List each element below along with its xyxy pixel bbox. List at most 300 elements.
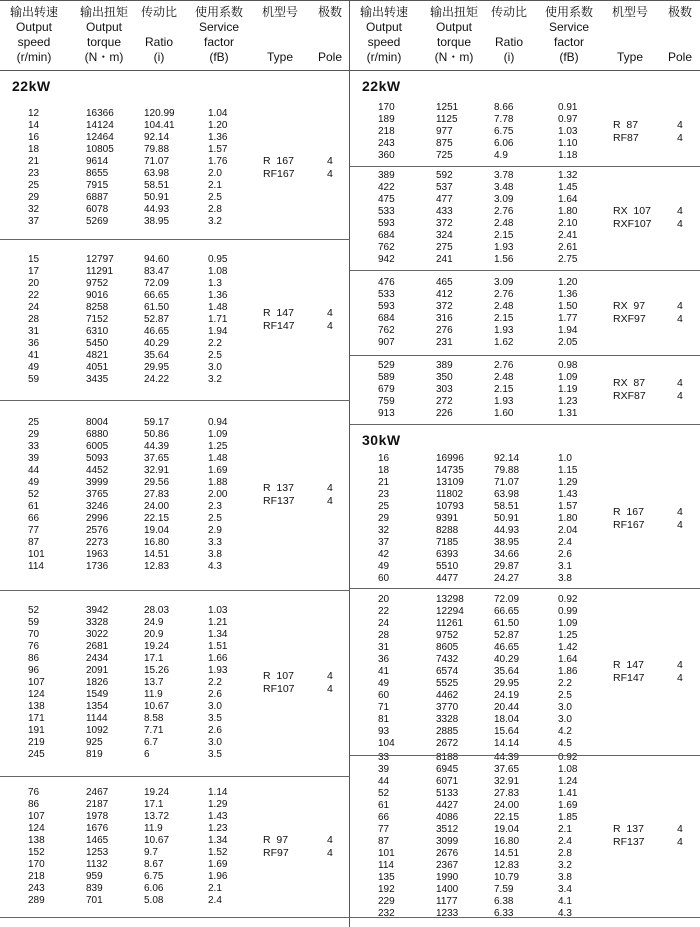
pole-count: 4 bbox=[677, 836, 683, 848]
model-type: RF137 bbox=[263, 495, 295, 507]
ratio-cell: 104.41 bbox=[144, 120, 175, 131]
output-torque-cell: 5510 bbox=[436, 561, 459, 572]
service-factor-cell: 1.08 bbox=[558, 764, 578, 775]
table-row bbox=[350, 630, 700, 642]
output-speed-cell: 192 bbox=[378, 884, 395, 895]
service-factor-cell: 2.3 bbox=[208, 501, 222, 512]
table-row bbox=[0, 266, 350, 278]
table-row bbox=[350, 513, 700, 525]
service-factor-cell: 1.64 bbox=[558, 194, 578, 205]
output-speed-cell: 138 bbox=[28, 835, 45, 846]
model-group bbox=[0, 239, 350, 400]
table-row bbox=[0, 895, 350, 907]
ratio-cell: 10.67 bbox=[144, 835, 170, 846]
output-torque-cell: 389 bbox=[436, 360, 453, 371]
output-torque-cell: 226 bbox=[436, 408, 453, 419]
output-torque-cell: 1144 bbox=[86, 713, 108, 724]
service-factor-cell: 1.77 bbox=[558, 313, 578, 324]
ratio-cell: 3.09 bbox=[494, 194, 514, 205]
ratio-cell: 27.83 bbox=[144, 489, 170, 500]
table-row bbox=[0, 477, 350, 489]
output-torque-cell: 701 bbox=[86, 895, 103, 906]
model-type: RX 107 bbox=[613, 205, 651, 217]
service-factor-cell: 1.86 bbox=[558, 666, 578, 677]
table-row bbox=[350, 666, 700, 678]
service-factor-cell: 1.3 bbox=[208, 278, 222, 289]
service-factor-cell: 2.2 bbox=[208, 338, 222, 349]
row-separator bbox=[0, 239, 350, 240]
output-speed-cell: 679 bbox=[378, 384, 395, 395]
ratio-cell: 7.71 bbox=[144, 725, 164, 736]
output-torque-cell: 9391 bbox=[436, 513, 459, 524]
output-speed-cell: 21 bbox=[378, 477, 390, 488]
table-row bbox=[350, 242, 700, 254]
output-speed-cell: 33 bbox=[378, 752, 390, 763]
service-factor-cell: 1.03 bbox=[558, 126, 578, 137]
ratio-cell: 120.99 bbox=[144, 108, 175, 119]
output-speed-cell: 684 bbox=[378, 230, 395, 241]
output-torque-cell: 3435 bbox=[86, 374, 109, 385]
pole-count: 4 bbox=[327, 320, 333, 332]
table-row bbox=[350, 654, 700, 666]
ratio-cell: 20.9 bbox=[144, 629, 164, 640]
model-group bbox=[350, 97, 700, 166]
header-output-speed-line-3: (r/min) bbox=[366, 50, 402, 64]
output-speed-cell: 39 bbox=[28, 453, 40, 464]
output-torque-cell: 12797 bbox=[86, 254, 114, 265]
ratio-cell: 19.24 bbox=[144, 787, 170, 798]
model-group bbox=[350, 355, 700, 424]
table-row bbox=[350, 453, 700, 465]
header-output-speed-line-0: 输出转速 bbox=[359, 5, 408, 19]
output-torque-cell: 5269 bbox=[86, 216, 109, 227]
model-type: RX 97 bbox=[613, 300, 646, 312]
ratio-cell: 40.29 bbox=[494, 654, 520, 665]
model-group bbox=[350, 752, 700, 919]
ratio-cell: 4.9 bbox=[494, 150, 508, 161]
ratio-cell: 9.7 bbox=[144, 847, 158, 858]
model-group bbox=[350, 270, 700, 355]
service-factor-cell: 3.2 bbox=[208, 374, 222, 385]
service-factor-cell: 1.21 bbox=[208, 617, 228, 628]
output-speed-cell: 289 bbox=[28, 895, 45, 906]
ratio-cell: 46.65 bbox=[144, 326, 170, 337]
pole-count: 4 bbox=[677, 377, 683, 389]
output-speed-cell: 20 bbox=[28, 278, 40, 289]
ratio-cell: 6.06 bbox=[144, 883, 164, 894]
pole-count: 4 bbox=[677, 218, 683, 230]
header-output-torque bbox=[70, 5, 138, 65]
ratio-cell: 12.83 bbox=[144, 561, 170, 572]
ratio-cell: 35.64 bbox=[494, 666, 520, 677]
service-factor-cell: 1.96 bbox=[208, 871, 228, 882]
service-factor-cell: 2.6 bbox=[208, 689, 222, 700]
output-torque-cell: 9752 bbox=[86, 278, 109, 289]
service-factor-cell: 0.94 bbox=[208, 417, 228, 428]
service-factor-cell: 1.45 bbox=[558, 182, 578, 193]
table-row bbox=[0, 192, 350, 204]
table-row bbox=[350, 549, 700, 561]
service-factor-cell: 3.0 bbox=[558, 714, 572, 725]
output-torque-cell: 4452 bbox=[86, 465, 109, 476]
model-group bbox=[350, 166, 700, 270]
output-speed-cell: 232 bbox=[378, 908, 395, 919]
ratio-cell: 50.91 bbox=[494, 513, 520, 524]
header-service-factor bbox=[538, 5, 600, 65]
ratio-cell: 19.04 bbox=[144, 525, 170, 536]
ratio-cell: 72.09 bbox=[494, 594, 520, 605]
table-row bbox=[350, 606, 700, 618]
output-speed-cell: 87 bbox=[28, 537, 40, 548]
table-row bbox=[0, 629, 350, 641]
header-output-speed-line-2: speed bbox=[17, 35, 51, 49]
output-speed-cell: 529 bbox=[378, 360, 395, 371]
output-torque-cell: 1253 bbox=[86, 847, 109, 858]
service-factor-cell: 1.20 bbox=[208, 120, 228, 131]
output-speed-cell: 114 bbox=[28, 561, 44, 572]
service-factor-cell: 3.8 bbox=[558, 573, 572, 584]
table-row bbox=[350, 776, 700, 788]
ratio-cell: 17.1 bbox=[144, 653, 164, 664]
ratio-cell: 44.39 bbox=[144, 441, 170, 452]
ratio-cell: 14.51 bbox=[494, 848, 520, 859]
ratio-cell: 79.88 bbox=[144, 144, 170, 155]
ratio-cell: 12.83 bbox=[494, 860, 520, 871]
table-row bbox=[0, 713, 350, 725]
service-factor-cell: 1.23 bbox=[208, 823, 228, 834]
output-speed-cell: 44 bbox=[378, 776, 390, 787]
output-torque-cell: 6071 bbox=[436, 776, 459, 787]
table-row bbox=[350, 860, 700, 872]
ratio-cell: 18.04 bbox=[494, 714, 520, 725]
header-type-line-0: 机型号 bbox=[611, 5, 648, 19]
service-factor-cell: 3.2 bbox=[208, 216, 222, 227]
output-torque-cell: 1132 bbox=[86, 859, 108, 870]
table-row bbox=[0, 701, 350, 713]
output-torque-cell: 477 bbox=[436, 194, 453, 205]
table-row bbox=[350, 254, 700, 266]
output-torque-cell: 8655 bbox=[86, 168, 109, 179]
table-header bbox=[350, 0, 700, 71]
service-factor-cell: 2.8 bbox=[558, 848, 572, 859]
model-type: RF147 bbox=[613, 672, 645, 684]
service-factor-cell: 1.04 bbox=[208, 108, 228, 119]
ratio-cell: 8.67 bbox=[144, 859, 164, 870]
ratio-cell: 24.27 bbox=[494, 573, 520, 584]
table-row bbox=[350, 836, 700, 848]
service-factor-cell: 1.29 bbox=[208, 799, 228, 810]
table-row bbox=[350, 800, 700, 812]
output-torque-cell: 1549 bbox=[86, 689, 109, 700]
ratio-cell: 32.91 bbox=[494, 776, 520, 787]
ratio-cell: 32.91 bbox=[144, 465, 170, 476]
header-output-speed-line-2: speed bbox=[367, 35, 401, 49]
service-factor-cell: 0.92 bbox=[558, 594, 578, 605]
output-speed-cell: 33 bbox=[28, 441, 40, 452]
header-service-factor-line-3: (fB) bbox=[559, 50, 579, 64]
power-heading: 30kW bbox=[362, 432, 401, 448]
output-torque-cell: 316 bbox=[436, 313, 453, 324]
ratio-cell: 50.86 bbox=[144, 429, 170, 440]
header-output-speed bbox=[0, 5, 68, 65]
ratio-cell: 13.7 bbox=[144, 677, 164, 688]
row-separator bbox=[350, 755, 700, 756]
ratio-cell: 38.95 bbox=[144, 216, 170, 227]
output-speed-cell: 218 bbox=[28, 871, 45, 882]
output-speed-cell: 31 bbox=[28, 326, 40, 337]
ratio-cell: 24.22 bbox=[144, 374, 170, 385]
service-factor-cell: 0.98 bbox=[558, 360, 578, 371]
service-factor-cell: 3.3 bbox=[208, 537, 222, 548]
ratio-cell: 29.56 bbox=[144, 477, 170, 488]
output-torque-cell: 6078 bbox=[86, 204, 109, 215]
pole-count: 4 bbox=[677, 519, 683, 531]
output-speed-cell: 28 bbox=[378, 630, 390, 641]
ratio-cell: 14.14 bbox=[494, 738, 520, 749]
output-torque-cell: 959 bbox=[86, 871, 103, 882]
output-speed-cell: 25 bbox=[28, 180, 40, 191]
output-speed-cell: 36 bbox=[28, 338, 40, 349]
table-row bbox=[0, 156, 350, 168]
output-speed-cell: 28 bbox=[28, 314, 40, 325]
table-row bbox=[0, 653, 350, 665]
table-row bbox=[0, 338, 350, 350]
output-speed-cell: 29 bbox=[28, 429, 40, 440]
output-speed-cell: 31 bbox=[378, 642, 390, 653]
output-speed-cell: 93 bbox=[378, 726, 390, 737]
header-output-torque-line-2: torque bbox=[86, 35, 122, 49]
output-speed-cell: 533 bbox=[378, 289, 395, 300]
ratio-cell: 8.66 bbox=[494, 102, 514, 113]
table-row bbox=[350, 824, 700, 836]
ratio-cell: 7.78 bbox=[494, 114, 514, 125]
header-type bbox=[602, 5, 658, 65]
output-speed-cell: 66 bbox=[378, 812, 390, 823]
ratio-cell: 22.15 bbox=[144, 513, 170, 524]
output-torque-cell: 2467 bbox=[86, 787, 109, 798]
output-torque-cell: 2273 bbox=[86, 537, 109, 548]
header-pole bbox=[660, 5, 700, 65]
model-type: RX 87 bbox=[613, 377, 646, 389]
ratio-cell: 19.24 bbox=[144, 641, 170, 652]
table-row bbox=[350, 702, 700, 714]
header-output-torque-line-1: Output bbox=[85, 20, 123, 34]
pole-count: 4 bbox=[327, 495, 333, 507]
output-speed-cell: 20 bbox=[378, 594, 390, 605]
service-factor-cell: 3.1 bbox=[558, 561, 572, 572]
service-factor-cell: 3.8 bbox=[558, 872, 572, 883]
output-torque-cell: 1826 bbox=[86, 677, 109, 688]
ratio-cell: 1.93 bbox=[494, 242, 514, 253]
model-type: RF107 bbox=[263, 683, 295, 695]
output-torque-cell: 925 bbox=[86, 737, 103, 748]
table-row bbox=[0, 314, 350, 326]
right-table-column bbox=[350, 0, 700, 927]
ratio-cell: 15.26 bbox=[144, 665, 170, 676]
output-speed-cell: 170 bbox=[378, 102, 395, 113]
service-factor-cell: 1.34 bbox=[208, 835, 228, 846]
table-row bbox=[0, 725, 350, 737]
output-speed-cell: 104 bbox=[378, 738, 395, 749]
service-factor-cell: 1.69 bbox=[558, 800, 578, 811]
output-torque-cell: 10793 bbox=[436, 501, 464, 512]
ratio-cell: 3.48 bbox=[494, 182, 514, 193]
output-torque-cell: 3765 bbox=[86, 489, 109, 500]
ratio-cell: 94.60 bbox=[144, 254, 170, 265]
header-type-line-3: Type bbox=[616, 50, 643, 64]
service-factor-cell: 2.4 bbox=[208, 895, 222, 906]
table-row bbox=[0, 871, 350, 883]
table-row bbox=[0, 489, 350, 501]
header-ratio-line-3: (i) bbox=[503, 50, 515, 64]
output-speed-cell: 24 bbox=[28, 302, 40, 313]
output-torque-cell: 7915 bbox=[86, 180, 109, 191]
ratio-cell: 11.9 bbox=[144, 823, 163, 834]
ratio-cell: 2.76 bbox=[494, 289, 514, 300]
pole-count: 4 bbox=[677, 506, 683, 518]
service-factor-cell: 1.57 bbox=[558, 501, 578, 512]
output-torque-cell: 16366 bbox=[86, 108, 114, 119]
output-torque-cell: 5093 bbox=[86, 453, 109, 464]
service-factor-cell: 2.6 bbox=[558, 549, 572, 560]
output-torque-cell: 8288 bbox=[436, 525, 459, 536]
ratio-cell: 2.48 bbox=[494, 372, 514, 383]
ratio-cell: 6.33 bbox=[494, 908, 514, 919]
table-row bbox=[350, 908, 700, 920]
output-torque-cell: 7185 bbox=[436, 537, 459, 548]
header-pole-line-0: 极数 bbox=[317, 5, 342, 19]
output-speed-cell: 42 bbox=[378, 549, 390, 560]
header-output-torque bbox=[420, 5, 488, 65]
service-factor-cell: 1.66 bbox=[208, 653, 228, 664]
ratio-cell: 40.29 bbox=[144, 338, 170, 349]
service-factor-cell: 4.3 bbox=[558, 908, 572, 919]
service-factor-cell: 4.5 bbox=[558, 738, 572, 749]
service-factor-cell: 3.4 bbox=[558, 884, 572, 895]
output-torque-cell: 2187 bbox=[86, 799, 109, 810]
table-row bbox=[350, 872, 700, 884]
service-factor-cell: 2.8 bbox=[208, 204, 222, 215]
model-type: R 107 bbox=[263, 670, 294, 682]
ratio-cell: 35.64 bbox=[144, 350, 170, 361]
model-type: R 97 bbox=[263, 834, 289, 846]
output-speed-cell: 533 bbox=[378, 206, 395, 217]
table-row bbox=[350, 372, 700, 384]
service-factor-cell: 2.5 bbox=[558, 690, 572, 701]
output-torque-cell: 1092 bbox=[86, 725, 109, 736]
service-factor-cell: 1.88 bbox=[208, 477, 228, 488]
ratio-cell: 6.06 bbox=[494, 138, 514, 149]
output-torque-cell: 272 bbox=[436, 396, 453, 407]
table-row bbox=[350, 537, 700, 549]
output-speed-cell: 191 bbox=[28, 725, 45, 736]
output-speed-cell: 37 bbox=[378, 537, 390, 548]
output-speed-cell: 24 bbox=[378, 618, 390, 629]
header-output-torque-line-3: (N・m) bbox=[434, 50, 474, 64]
service-factor-cell: 1.0 bbox=[558, 453, 572, 464]
header-ratio bbox=[484, 5, 534, 65]
output-torque-cell: 819 bbox=[86, 749, 103, 760]
output-speed-cell: 41 bbox=[378, 666, 390, 677]
row-separator bbox=[350, 588, 700, 589]
table-row bbox=[350, 788, 700, 800]
output-speed-cell: 86 bbox=[28, 799, 40, 810]
output-speed-cell: 22 bbox=[378, 606, 390, 617]
table-row bbox=[0, 749, 350, 761]
ratio-cell: 29.95 bbox=[144, 362, 170, 373]
model-group bbox=[0, 776, 350, 917]
header-output-torque-line-0: 输出扭矩 bbox=[429, 5, 478, 19]
output-speed-cell: 22 bbox=[28, 290, 40, 301]
ratio-cell: 1.56 bbox=[494, 254, 514, 265]
table-row bbox=[350, 690, 700, 702]
table-row bbox=[350, 408, 700, 420]
output-speed-cell: 15 bbox=[28, 254, 40, 265]
header-service-factor-line-0: 使用系数 bbox=[544, 5, 593, 19]
service-factor-cell: 4.2 bbox=[558, 726, 572, 737]
table-row bbox=[0, 883, 350, 895]
service-factor-cell: 1.94 bbox=[558, 325, 578, 336]
header-ratio-line-0: 传动比 bbox=[490, 5, 527, 19]
output-torque-cell: 12294 bbox=[436, 606, 464, 617]
pole-count: 4 bbox=[327, 482, 333, 494]
pole-count: 4 bbox=[677, 300, 683, 312]
output-speed-cell: 52 bbox=[28, 605, 40, 616]
table-row bbox=[0, 254, 350, 266]
header-pole-line-3: Pole bbox=[317, 50, 343, 64]
output-speed-cell: 476 bbox=[378, 277, 395, 288]
service-factor-cell: 1.52 bbox=[208, 847, 228, 858]
output-speed-cell: 61 bbox=[28, 501, 40, 512]
table-row bbox=[0, 362, 350, 374]
header-type-line-3: Type bbox=[266, 50, 293, 64]
header-ratio-line-2: Ratio bbox=[494, 35, 523, 49]
header-output-torque-line-0: 输出扭矩 bbox=[79, 5, 128, 19]
service-factor-cell: 1.36 bbox=[208, 132, 228, 143]
model-type: RF147 bbox=[263, 320, 295, 332]
table-row bbox=[350, 102, 700, 114]
ratio-cell: 59.17 bbox=[144, 417, 170, 428]
output-speed-cell: 77 bbox=[378, 824, 390, 835]
model-type: RF167 bbox=[263, 168, 295, 180]
output-speed-cell: 25 bbox=[28, 417, 40, 428]
ratio-cell: 66.65 bbox=[144, 290, 170, 301]
ratio-cell: 17.1 bbox=[144, 799, 164, 810]
output-torque-cell: 9016 bbox=[86, 290, 109, 301]
output-torque-cell: 1251 bbox=[436, 102, 459, 113]
output-speed-cell: 219 bbox=[28, 737, 45, 748]
output-speed-cell: 77 bbox=[28, 525, 40, 536]
output-torque-cell: 303 bbox=[436, 384, 453, 395]
ratio-cell: 61.50 bbox=[144, 302, 170, 313]
header-output-speed bbox=[350, 5, 418, 65]
ratio-cell: 34.66 bbox=[494, 549, 520, 560]
table-row bbox=[0, 823, 350, 835]
ratio-cell: 66.65 bbox=[494, 606, 520, 617]
output-torque-cell: 2434 bbox=[86, 653, 109, 664]
output-torque-cell: 4477 bbox=[436, 573, 459, 584]
ratio-cell: 28.03 bbox=[144, 605, 170, 616]
output-torque-cell: 1978 bbox=[86, 811, 109, 822]
table-row bbox=[350, 150, 700, 162]
service-factor-cell: 1.71 bbox=[208, 314, 228, 325]
output-torque-cell: 465 bbox=[436, 277, 453, 288]
output-torque-cell: 4821 bbox=[86, 350, 109, 361]
service-factor-cell: 3.0 bbox=[208, 737, 222, 748]
service-factor-cell: 3.2 bbox=[558, 860, 572, 871]
service-factor-cell: 1.09 bbox=[558, 618, 578, 629]
ratio-cell: 1.93 bbox=[494, 396, 514, 407]
